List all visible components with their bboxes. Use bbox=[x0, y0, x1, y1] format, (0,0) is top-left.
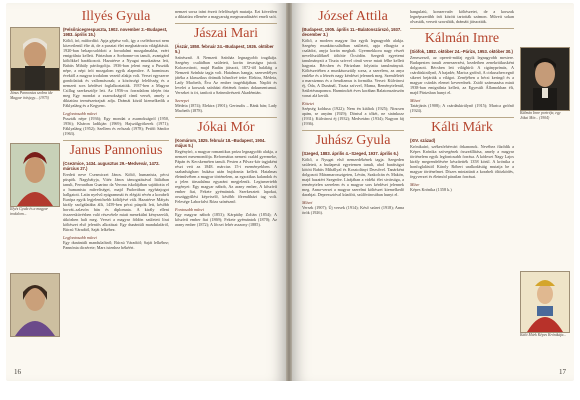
illyes-works: Puszták népe (1936); Egy mondat a zsarnokságról (1950, 1956); Kháron ladikján (1969); Hajszálgyökerek (1971); Fáklyaláng (1952); Szellem és erőszak (1978); Petőfi Sándor (1963). bbox=[63, 116, 169, 136]
kalman-works: Tatárjárás (1908); A csárdáskirálynő (1915); Marica grófnő (1924). bbox=[410, 103, 514, 113]
kalti-works-label: Műve bbox=[410, 182, 420, 187]
left-page bbox=[6, 3, 286, 381]
juhasz-dates: (Szeged, 1883. április 4.–Szeged, 1937. április 6.) bbox=[302, 151, 399, 156]
illyes-works-label: Legfontosabb művei bbox=[63, 111, 97, 116]
divider bbox=[410, 117, 514, 118]
kalman-portrait bbox=[520, 47, 570, 111]
divider bbox=[175, 23, 277, 24]
juhasz-works: Versek (1907); Új versek (1914); Késő szüret (1918); Anna örök (1926). bbox=[302, 205, 404, 215]
jozsef-continued-body: hangulatú, konzervatív költészetet, de a korszak legnépszerűbb írói között tartották számon. Műveit sokan olvasták, verseit szavalták, drámáit játszották. bbox=[410, 9, 514, 24]
illyes-continued-body: nemzet sorsa iránt érzett felelősségét mutatja. Ezt követően a diktatúra ellenére a magyarság megmaradásáért emelt szót. bbox=[175, 9, 277, 19]
left-page-column-2 bbox=[175, 9, 277, 369]
jaszai-works: Médeia (1874); Elektra (1901); Gertrudis – Bánk bán; Lady Macbeth (1878). bbox=[175, 103, 277, 113]
jokai-heading: Jókai Mór bbox=[197, 120, 255, 135]
jokai-works: Egy magyar nábob (1853); Kárpáthy Zoltán (1854); A kőszívű ember fiai (1869); Fekete gyémántok (1870); Az arany ember (1872); A lőcsei fehér asszony (1885). bbox=[175, 212, 277, 227]
jaszai-works-label: Szerepei bbox=[175, 98, 190, 103]
jaszai-body: Színésznő. A Nemzeti Színház legnagyobb tragikája. Szegény családban született, korán árvaságra jutott. Kolozsvárott, majd Budán játszott, 1872-től haláláig a Nemzeti Színház tagja volt. Hatalmas hangja, szenvedélyes játéka a klasszikus drámák hősnőivé tette: Elektra, Médeia, Lady Macbeth, Éva Az ember tragédiájában. Naplói és levelei a korszak színházi életének fontos dokumentumai. Verseket is írt, tanított a Színművészeti Akadémián. bbox=[175, 55, 277, 95]
kalti-portrait bbox=[520, 271, 570, 333]
illyes-dates: (Felsőrácegrespuszta, 1902. november 2.–Budapest, 1983. április 15.) bbox=[63, 27, 168, 37]
jozsef-works: Szépség koldusa (1922); Nem én kiáltok (1925); Nincsen apám, se anyám (1929); Döntsd a tőkét, ne siránkozz (1931); Külvárosi éj (1932); Medvetánc (1934); Nagyon fáj (1936). bbox=[302, 106, 404, 126]
janus-works-label: Legfontosabb művei bbox=[63, 235, 97, 240]
right-page bbox=[292, 3, 574, 381]
jokai-dates: (Komárom, 1825. február 18.–Budapest, 1904. május 5.) bbox=[175, 138, 266, 148]
kalman-heading: Kálmán Imre bbox=[424, 31, 500, 46]
kalti-dates: (XIV. század) bbox=[410, 138, 436, 143]
illyes-portrait-caption: Jánus Pannonius szobra ide Magyar írásjegy... (1975) bbox=[10, 91, 53, 100]
left-page-column-1 bbox=[63, 9, 169, 369]
janus-portrait-caption: Illyés Gyula és a magyar irodalom... bbox=[10, 207, 48, 216]
kalti-works: Képes Krónika (1358 k.) bbox=[410, 187, 452, 192]
jaszai-heading: Jászai Mari bbox=[193, 26, 259, 41]
kalman-dates: (Siófok, 1882. október 24.–Párizs, 1953. október 30.) bbox=[410, 49, 513, 54]
juhasz-body: Költő, a Nyugat első nemzedékének tagja. Szegeden született, a budapesti egyetemen tanult, ahol barátságot kötött Babits Mihállyal és Kosztolányi Dezsővel. Tanárként dolgozott Máramarosszigeten, Léván, Szakolcán és Makón, majd hazatért Szegedre. Lírájában a vidéki élet sivársága, a reménytelen szerelem és a magyar sors kérdései jelennek meg. Anna-versei a magyar szerelmi költészet kiemelkedő darabjai. Depresszióval küzdött, szülővárosában hunyt el. bbox=[302, 157, 404, 197]
jokai-works-label: Fontosabb művei bbox=[175, 207, 204, 212]
kalti-portrait-caption: Kálti Márk Képes Krónikája... bbox=[520, 333, 567, 337]
kalti-heading: Kálti Márk bbox=[431, 120, 493, 135]
janus-portrait bbox=[10, 143, 60, 207]
divider bbox=[302, 130, 404, 131]
janus-works: Egy dunántúli mandulafáról; Búcsú Váradtól; Saját lelkéhez; Pannónia dicsérete; Mars istenhez békéért. bbox=[63, 240, 169, 250]
janus-body: Eredeti neve Csezmiczei János. Költő, humanista, pécsi püspök. Nagybátyja, Vitéz János támogatásával Itáliában tanult, Ferrarában Guarino da Verona iskolájában sajátította el a humanista műveltséget, majd Padovában egyházjogot hallgatott. Latin nyelvű epigrammái és elégiái révén a korabeli Európa egyik legjelentősebb költőjévé vált. Hazatérve Mátyás király szolgálatába állt, 1459-ben pécsi püspök lett, később horvát–szlavón bán és diplomata. A király elleni összeesküvésben való részvétele miatt menekülni kényszerült, útközben halt meg. Versei a magyar földön született lírai költészet első jelentős alkotásai: Egy dunántúli mandulafáról, Búcsú Váradtól, Saját lelkéhez. bbox=[63, 172, 169, 232]
jozsef-works-label: Kötetei bbox=[302, 101, 315, 106]
divider bbox=[175, 117, 277, 118]
illyes-portrait bbox=[10, 27, 60, 91]
illyes-heading: Illyés Gyula bbox=[81, 9, 151, 24]
kalman-body: Zeneszerző, az operett-műfaj egyik legnagyobb mestere. Budapesten tanult zeneszerzést, kezdetben zenekritikusként dolgozott. Bécsben lett világhírű: A cigányprímás, A csárdáskirálynő, A bajadér, Marica grófnő, A cirkuszhercegnő sikerei bejárták a világot. Zenéjében a bécsi keringő és a magyar csárdás elemei keverednek. Zsidó származása miatt 1938-ban emigrálnia kellett, az Egyesült Államokban élt, majd Párizsban hunyt el. bbox=[410, 55, 514, 95]
kalti-body: Krónikaíró, székesfehérvári őrkanonok. Nevéhez fűződik a Képes Krónika szövegének összeállítása, amely a magyar történelem egyik legfontosabb forrása. A kódexet Nagy Lajos király megrendelésére készítették 1358 körül. A krónika a honfoglalástól Károly Róbert uralkodásáig mutatja be a magyar történelmet. Díszes miniatúrái a korabeli öltözködés, fegyverzet és életmód páratlan forrásai. bbox=[410, 144, 514, 179]
jozsef-body: Költő, a modern magyar líra egyik legnagyobb alakja. Szegény munkáscsaládban született, apja elhagyta a családot, anyja korán meghalt. Gyermekkora nagy részét nevelőszülőknél töltötte Öcsödön. Szegedi egyetemi tanulmányait a Tiszta szívvel című verse miatt félbe kellett hagynia. Bécsben és Párizsban folytatta tanulmányait. Költészetében a munkásosztály sorsa, a szerelem, az anya emléke és a létezés nagy kérdései jelennek meg. Szemléletét a marxizmus és a freudizmus is formálta. Versei: Külvárosi éj, Óda, A Dunánál, Tiszta szívvel, Mama, Reménytelenül, Születésnapomra. Harminckét éves korában Balatonszárszón vonat alá került. bbox=[302, 38, 404, 98]
right-page-column-2 bbox=[410, 9, 514, 369]
juhasz-works-label: Művei bbox=[302, 200, 313, 205]
jozsef-dates: (Budapest, 1905. április 11.–Balatonszárszó, 1937. december 3.) bbox=[302, 27, 402, 37]
divider bbox=[63, 140, 169, 141]
janus-dates: (Csezmice, 1434. augusztus 29.–Medvevár, 1472. március 27.) bbox=[63, 161, 160, 171]
divider bbox=[410, 28, 514, 29]
kalman-works-label: Művei bbox=[410, 98, 421, 103]
page-number-right: 17 bbox=[559, 368, 566, 376]
jaszai-dates: (Ászár, 1850. február 24.–Budapest, 1926. október 5.) bbox=[175, 44, 274, 54]
juhasz-heading: Juhász Gyula bbox=[315, 133, 391, 148]
illyes-body: Költő, író, műfordító. Apja gépész volt, így a cselédsorsot nem közvetlenül élte át, de a pusztai élet meghatározta világlátását. 1920-ban bekapcsolódott a forradalmi mozgalmakba, ezért emigrálnia kellett. Párizsban a Sorbonne-on tanult, avantgárd költőkkel barátkozott. Hazatérve a Nyugat munkatársa lett, Babits Mihály pártfogoltja. 1936-ban jelent meg a Puszták népe, a népi írói mozgalom egyik alapműve. A harmincas évektől a magyar irodalom vezető alakja volt. Versei egyszerre gondolatiak és vallomásosak; a közösségi felelősség és a nemzeti sors kérdései foglalkoztatták. 1937-ben a Magyar Csillag szerkesztője lett. Az 1956-os forradalom idején írta meg Egy mondat a zsarnokságról című versét, amely a diktatúra természetrajzát adja. Drámái közül kiemelkedik a Fáklyaláng és a Kegyenc. bbox=[63, 38, 169, 108]
jokai-body: Regényíró, a magyar romantikus próza legnagyobb alakja, a nemzet mesemondója. Református nemesi család gyermeke, Pápán és Kecskeméten tanult. Pesten a Pilvax-kör tagjaként részt vett az 1848. március 15-i eseményekben. A szabadságharc bukása után bujdosnia kellett. Hatalmas életművében a magyar történelem, az egzotikus kalandok és a jelen társadalma egyaránt megjelenik. Legismertebb regényei: Egy magyar nábob, Az arany ember, A kőszívű ember fiai, Fekete gyémántok. Szerkesztett lapokat, országgyűlési képviselő, később főrendiházi tag volt. Felesége Laborfalvi Róza színésznő. bbox=[175, 149, 277, 204]
jozsef-heading: József Attila bbox=[318, 9, 388, 24]
right-page-column-1 bbox=[302, 9, 404, 369]
jaszai-portrait bbox=[10, 273, 60, 337]
page-number-left: 16 bbox=[14, 368, 21, 376]
kalman-portrait-caption: Kálmán Imre portréja, egy Jókai Mór... (1904) bbox=[520, 111, 561, 120]
janus-heading: Janus Pannonius bbox=[69, 143, 163, 158]
